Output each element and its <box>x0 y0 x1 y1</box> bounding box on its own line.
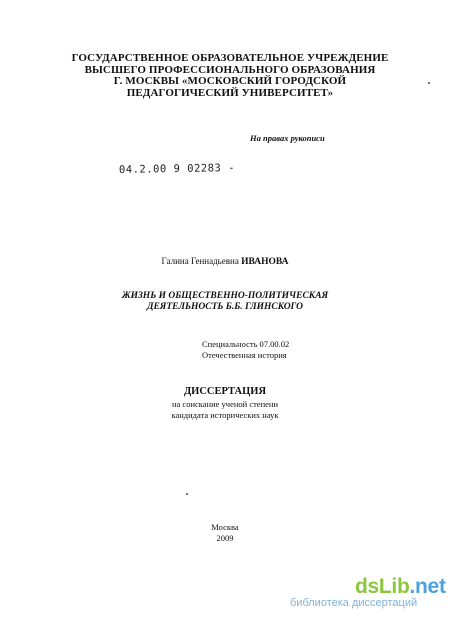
degree-line-1: на соискание ученой степени <box>171 399 278 409</box>
author-surname: ИВАНОВА <box>241 257 289 267</box>
author-given-names: Галина Геннадьевна <box>161 256 239 266</box>
rights-note: На правах рукописи <box>250 133 325 143</box>
place-city: Москва <box>211 522 239 532</box>
title-line-2: ДЕЯТЕЛЬНОСТЬ Б.Б. ГЛИНСКОГО <box>146 302 304 312</box>
author-name <box>100 256 350 267</box>
place-and-year <box>185 522 265 544</box>
registration-stamp: 04.2.00 9 02283 - <box>118 161 236 177</box>
institution-line-4: ПЕДАГОГИЧЕСКИЙ УНИВЕРСИТЕТ» <box>126 86 334 99</box>
scan-speck <box>186 493 188 495</box>
institution-line-3: Г. МОСКВЫ «МОСКОВСКИЙ ГОРОДСКОЙ <box>113 75 347 87</box>
scan-speck <box>428 82 430 84</box>
specialty-block <box>202 339 289 361</box>
title-line-1: ЖИЗНЬ И ОБЩЕСТВЕННО-ПОЛИТИЧЕСКАЯ <box>121 291 329 301</box>
institution-line-2: ВЫСШЕГО ПРОФЕССИОНАЛЬНОГО ОБРАЗОВАНИЯ <box>84 63 376 76</box>
institution-line-1: ГОСУДАРСТВЕННОЕ ОБРАЗОВАТЕЛЬНОЕ УЧРЕЖДЕНИЕ <box>71 52 389 64</box>
watermark-logo-part2: .net <box>409 575 446 598</box>
specialty-name: Отечественная история <box>202 350 287 360</box>
degree-description <box>130 399 320 420</box>
institution-header <box>60 53 400 99</box>
year: 2009 <box>216 533 234 543</box>
watermark-caption: библиотека диссертаций <box>290 597 418 609</box>
dissertation-heading: ДИССЕРТАЦИЯ <box>183 386 267 397</box>
degree-line-2: кандидата исторических наук <box>171 409 279 420</box>
dissertation-title <box>90 291 360 313</box>
watermark-logo-part1: dsLib <box>355 575 410 598</box>
dslib-watermark-logo[interactable] <box>355 575 446 599</box>
specialty-code: Специальность 07.00.02 <box>202 339 290 349</box>
